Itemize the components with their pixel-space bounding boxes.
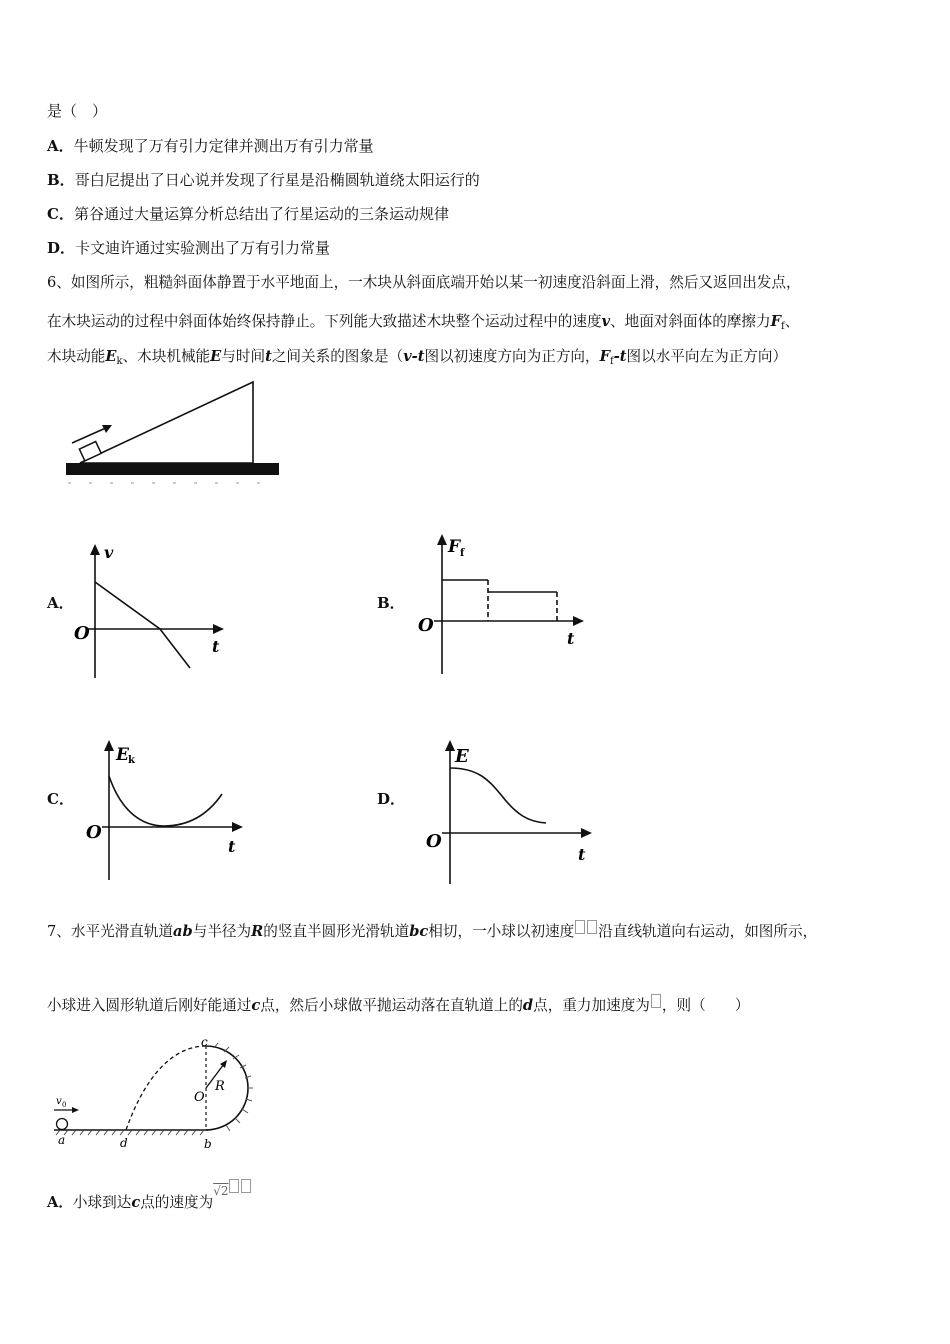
q5-option-b-text: 哥白尼提出了日心说并发现了行星是沿椭圆轨道绕太阳运行的 — [74, 171, 480, 189]
graph-c-y-arrow — [104, 740, 114, 751]
ground-bar — [66, 463, 279, 475]
q7-line2 — [47, 994, 749, 1016]
q5-option-c-text: 第谷通过大量运算分析总结出了行星运动的三条运动规律 — [73, 205, 449, 223]
q6-line3-part: 木块动能 — [47, 348, 106, 365]
graph-c-label: C． — [47, 790, 74, 808]
q6-sub-k: k — [116, 356, 123, 367]
graph-a-t-label: t — [212, 637, 220, 656]
q6-line3-part: 、木块机械能 — [122, 348, 211, 365]
q7-line1-part: 7、水平光滑直轨道 — [47, 923, 174, 940]
graph-c-origin: O — [86, 822, 102, 843]
q7-var-ab: ab — [173, 923, 193, 940]
q6-var-F: F — [770, 313, 781, 330]
graph-d-e-label: E — [455, 746, 469, 767]
point-c-label: c — [201, 1038, 208, 1049]
graph-c-ek-sub: k — [128, 755, 135, 766]
sqrt-formula-text: √2 — [213, 1184, 229, 1198]
q7-option-a-label: A． — [47, 1194, 73, 1211]
missing-formula-icon — [241, 1179, 251, 1193]
missing-formula-icon — [575, 920, 585, 934]
q7-line2-part: 点，然后小球做平抛运动落在直轨道上的 — [260, 997, 523, 1014]
graph-a-vt — [70, 540, 230, 680]
q5-option-c — [47, 204, 449, 224]
graph-c-curve — [109, 776, 222, 826]
q7-line1-part: 沿直线轨道向右运动，如图所示， — [598, 923, 818, 940]
q6-line1: 6、如图所示，粗糙斜面体静置于水平地面上，一木块从斜面底端开始以某一初速度沿斜面上滑，然后又返回出发点， — [47, 274, 801, 291]
incline-figure — [60, 375, 285, 490]
q6-line3-part: 之间关系的图象是（ — [271, 348, 404, 365]
q5-option-d-label: D． — [47, 239, 76, 257]
radius-r-label: R — [215, 1079, 225, 1094]
graph-d-label: D． — [377, 790, 406, 808]
graph-a-label: A． — [47, 594, 74, 612]
graph-d-t-label: t — [578, 845, 586, 864]
q7-option-a-part: 小球到达 — [72, 1194, 132, 1211]
track-figure — [48, 1038, 263, 1156]
q6-line2-part: 、地面对斜面体的摩擦力 — [610, 313, 771, 330]
graph-c-t-label: t — [228, 837, 236, 856]
q6-line3 — [47, 347, 787, 372]
graph-a-v-label: v — [104, 543, 114, 562]
graph-d-curve — [450, 768, 546, 823]
graph-b-t-label: t — [567, 629, 575, 648]
velocity-arrow-shaft — [72, 427, 108, 443]
graph-c-ek-label: E — [116, 745, 129, 765]
q5-option-c-label: C． — [47, 205, 74, 223]
graph-b-y-arrow — [437, 534, 447, 545]
q7-line2-part: 点，重力加速度为 — [533, 997, 650, 1014]
point-d-label: d — [120, 1136, 128, 1150]
q6-sub-f: f — [780, 321, 785, 332]
q5-option-a-text: 牛顿发现了万有引力定律并测出万有引力常量 — [73, 137, 374, 155]
v0-label: v — [56, 1096, 62, 1107]
graph-a-y-arrow — [90, 544, 100, 555]
radius-arrow — [220, 1060, 227, 1068]
q6-line2-part: 、 — [784, 313, 800, 330]
wood-block — [79, 442, 101, 461]
graph-b-ff-sub: f — [460, 548, 465, 559]
q6-line2-part: 在木块运动的过程中斜面体始终保持静止。下列能大致描述木块整个运动过程中的速度 — [47, 313, 602, 330]
q6-sub-f2: f — [609, 356, 614, 367]
q6-var-E2: E — [210, 348, 222, 365]
point-a-label: a — [58, 1133, 66, 1147]
graph-d-x-arrow — [581, 828, 592, 838]
semicircle-track — [206, 1046, 248, 1130]
v0-sub: 0 — [62, 1101, 67, 1109]
q6-var-vt: v-t — [403, 348, 425, 365]
q5-stem-end: 是（ ） — [47, 102, 108, 120]
missing-formula-icon — [587, 920, 597, 934]
q5-option-b-label: B． — [47, 171, 75, 189]
graph-b-label: B． — [377, 594, 405, 612]
q7-option-a — [47, 1184, 252, 1213]
q7-var-c: c — [251, 997, 261, 1014]
q6-line2 — [47, 312, 799, 337]
q6-var-v: v — [601, 313, 611, 330]
graph-d-y-arrow — [445, 740, 455, 751]
missing-formula-icon — [229, 1179, 239, 1193]
graph-a-x-arrow — [213, 624, 224, 634]
graph-a-curve — [95, 582, 190, 668]
q6-line3-part: 图以初速度方向为正方向， — [424, 348, 600, 365]
q5-option-d — [47, 238, 330, 258]
q7-var-R: R — [251, 923, 264, 940]
graph-a-origin: O — [74, 623, 90, 644]
projectile-path — [126, 1046, 206, 1130]
graph-c-x-arrow — [232, 822, 243, 832]
center-o-label: O — [194, 1090, 205, 1105]
q7-line1 — [47, 920, 817, 942]
q7-line1-part: 与半径为 — [192, 923, 252, 940]
q5-option-a — [47, 136, 374, 156]
q7-line2-part: ，则（ ） — [661, 997, 750, 1014]
q6-line3-part: 与时间 — [221, 348, 266, 365]
graph-d-e-t — [420, 734, 600, 886]
q7-line1-part: 的竖直半圆形光滑轨道 — [263, 923, 410, 940]
missing-formula-icon — [651, 994, 661, 1008]
q7-var-d: d — [522, 997, 534, 1014]
graph-c-ek-t — [82, 734, 252, 884]
q6-line3-part: 图以水平向左为正方向） — [626, 348, 788, 365]
q7-option-a-var-c: c — [131, 1194, 141, 1211]
q7-line2-part: 小球进入圆形轨道后刚好能通过 — [47, 997, 252, 1014]
q6-var-t: t — [265, 348, 272, 365]
point-b-label: b — [204, 1137, 212, 1151]
graph-d-origin: O — [426, 831, 442, 852]
graph-b-ff-label: F — [448, 537, 461, 557]
q7-line1-part: 相切，一小球以初速度 — [428, 923, 575, 940]
graph-b-x-arrow — [573, 616, 584, 626]
q6-var-F2: F — [599, 348, 610, 365]
ball — [57, 1119, 68, 1130]
q7-var-bc: bc — [409, 923, 429, 940]
incline-triangle — [80, 382, 253, 463]
q7-option-a-part: 点的速度为 — [140, 1194, 214, 1211]
graph-b-ff-t — [412, 528, 587, 678]
q6-var-t2: -t — [613, 348, 627, 365]
ground-hatch — [56, 1130, 204, 1135]
q6-var-E: E — [105, 348, 117, 365]
q7-option-a-formula — [213, 1184, 252, 1198]
q5-option-b — [47, 170, 480, 190]
q5-option-d-text: 卡文迪许通过实验测出了万有引力常量 — [75, 239, 331, 257]
graph-b-origin: O — [418, 615, 434, 636]
v0-arrow-head — [72, 1107, 79, 1113]
q5-option-a-label: A． — [47, 137, 74, 155]
